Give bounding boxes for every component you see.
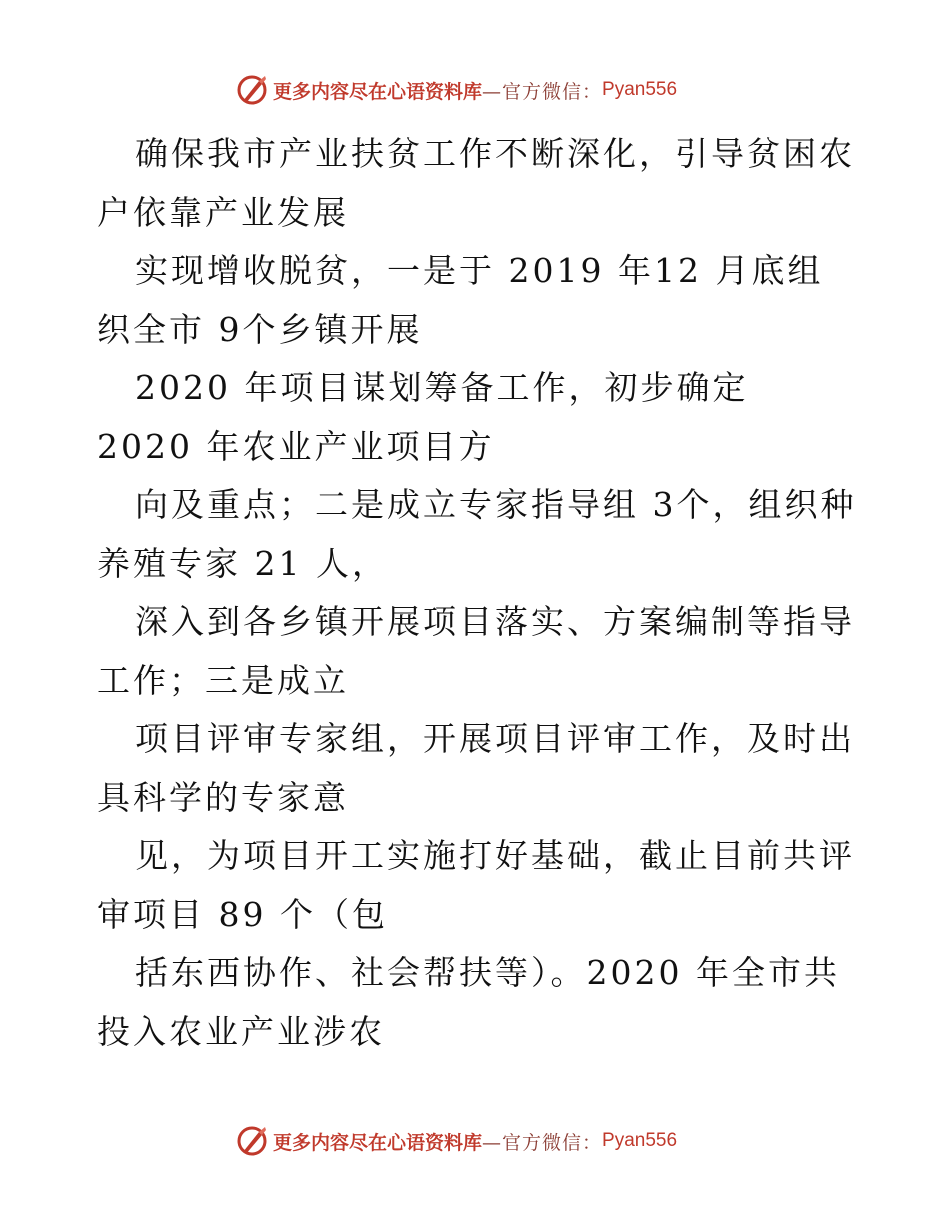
paragraph: 项目评审专家组，开展项目评审工作，及时出具科学的专家意 xyxy=(97,719,855,817)
paragraph: 向及重点；二是成立专家指导组 3个，组织种养殖专家 21 人， xyxy=(97,485,857,583)
paragraph: 深入到各乡镇开展项目落实、方案编制等指导工作；三是成立 xyxy=(97,602,855,700)
header-watermark xyxy=(235,72,677,108)
paragraph: 见，为项目开工实施打好基础，截止目前共评审项目 89 个（包 xyxy=(97,836,855,934)
document-body xyxy=(97,125,857,1061)
paragraph: 括东西协作、社会帮扶等）。2020 年全市共投入农业产业涉农 xyxy=(97,953,840,1051)
paragraph: 确保我市产业扶贫工作不断深化，引导贫困农户依靠产业发展 xyxy=(97,134,855,232)
quill-pen-logo-icon xyxy=(235,73,269,107)
watermark-wechat-id: Pyan556 xyxy=(602,79,678,100)
footer-watermark xyxy=(235,1123,677,1159)
quill-pen-logo-icon xyxy=(235,1124,269,1158)
watermark-separator-label: —官方微信： xyxy=(482,80,603,103)
watermark-site-label: 更多内容尽在心语资料库 xyxy=(273,80,483,103)
watermark-separator-label: —官方微信： xyxy=(482,1131,603,1154)
paragraph: 实现增收脱贫，一是于 2019 年12 月底组织全市 9个乡镇开展 xyxy=(97,251,824,349)
watermark-site-label: 更多内容尽在心语资料库 xyxy=(273,1131,483,1154)
watermark-wechat-id: Pyan556 xyxy=(602,1130,678,1151)
paragraph: 2020 年项目谋划筹备工作，初步确定 2020 年农业产业项目方 xyxy=(97,368,749,466)
